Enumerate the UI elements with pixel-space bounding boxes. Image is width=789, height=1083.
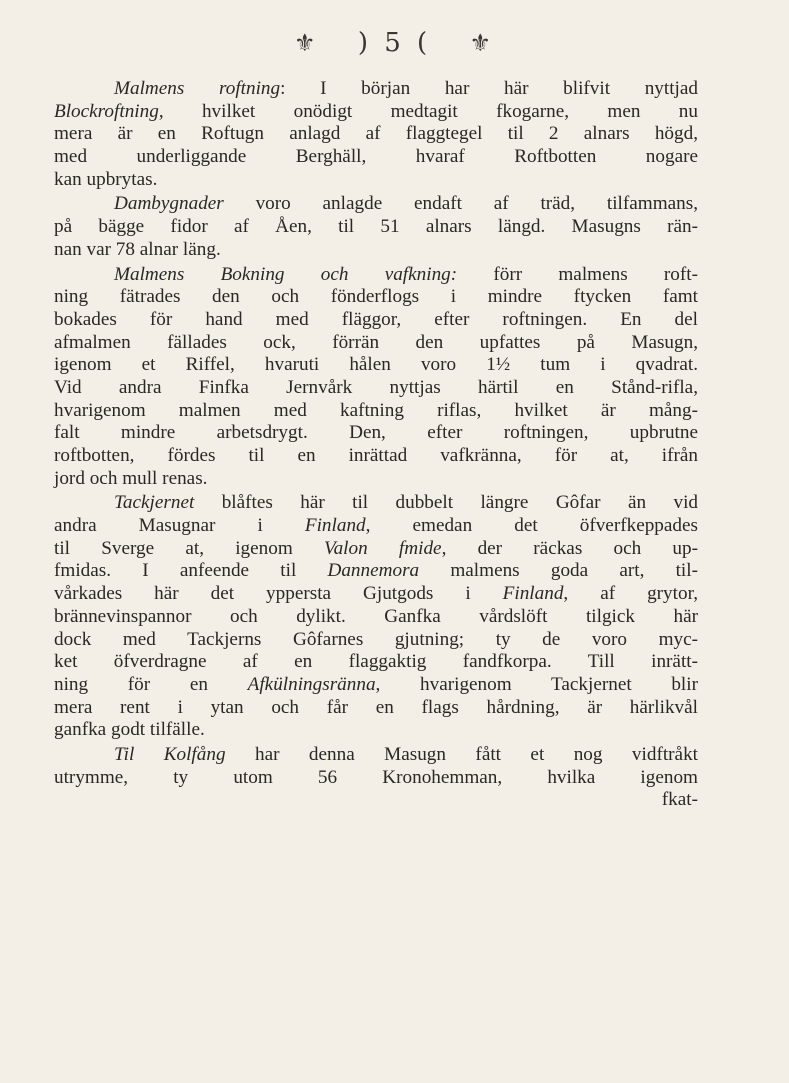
text-run: nan var 78 alnar läng.: [54, 238, 221, 260]
text-run: Vid andra Finfka Jernvårk nyttjas härtil en Stånd-rifla,: [54, 376, 698, 398]
italic-term: Dannemora: [327, 560, 420, 582]
text-run: har denna Masugn fått et nog vidftråkt: [225, 743, 699, 765]
text-line: [54, 515, 698, 538]
text-run: roftbotten, fördes til en inrättad vafkränna, för at, ifrån: [54, 445, 698, 466]
text-run: ganfka godt tilfälle.: [54, 719, 205, 741]
text-run: afmalmen fällades ock, förrän den upfattes på Masugn,: [54, 331, 698, 353]
text-run: ning för en: [54, 673, 248, 695]
text-line: [54, 560, 698, 583]
italic-term: Malmens roftning: [114, 78, 281, 99]
text-run: med underliggande Berghäll, hvaraf Roftbotten nogare: [54, 146, 698, 168]
text-run: fmidas. I anfeende til: [54, 560, 328, 582]
text-run: falt mindre arbetsdrygt. Den, efter roftningen, upbrutne: [54, 422, 698, 444]
text-run: förr malmens roft-: [457, 263, 698, 285]
text-run: , hvilket onödigt medtagit fkogarne, men nu: [158, 100, 698, 122]
right-fleuron-icon: ⚜: [469, 29, 495, 57]
text-run: mera rent i ytan och får en flags hårdning, är härlikvål: [54, 696, 698, 718]
text-line: [54, 264, 698, 287]
italic-term: Tackjernet: [114, 492, 195, 514]
text-line: [54, 146, 698, 169]
text-line: [54, 445, 698, 468]
text-run: , der räckas och up-: [441, 537, 699, 559]
text-run: ket öfverdragne af en flaggaktig fandfkorpa. Till inrätt-: [54, 651, 698, 673]
text-line: [54, 606, 698, 629]
text-line: [54, 651, 698, 674]
text-line: [54, 101, 698, 124]
text-line: [54, 216, 698, 239]
page-header: [0, 28, 789, 58]
text-run: vårkades här det yppersta Gjutgods i: [54, 583, 503, 605]
italic-term: Til Kolfång: [114, 743, 226, 765]
body-text: [54, 78, 698, 812]
text-line: [54, 354, 698, 377]
text-run: malmens goda art, til-: [419, 560, 698, 582]
text-line: [54, 583, 698, 606]
text-line: [54, 719, 698, 742]
text-run: ning fätrades den och fönderflogs i mindre ftycken famt: [54, 286, 698, 308]
text-line: [54, 468, 698, 491]
text-line: [54, 422, 698, 445]
text-run: bokades för hand med fläggor, efter roftningen. En del: [54, 308, 698, 330]
text-line: [54, 538, 698, 561]
text-line: [54, 239, 698, 262]
text-line: [54, 286, 698, 309]
text-line: [54, 629, 698, 652]
italic-term: Malmens Bokning och vafkning:: [114, 263, 458, 285]
text-line: [54, 744, 698, 767]
text-line: [54, 193, 698, 216]
text-line: [54, 767, 698, 790]
text-line: [54, 78, 698, 101]
text-run: : I början har här blifvit nyttjad: [280, 78, 698, 99]
italic-term: Dambygnader: [114, 193, 224, 215]
text-run: voro anlagde endaft af träd, tilfammans,: [223, 193, 698, 215]
text-run: , hvarigenom Tackjernet blir: [375, 673, 698, 695]
text-run: , emedan det öfverfkeppades: [365, 515, 698, 537]
text-line: [54, 492, 698, 515]
text-line: [54, 123, 698, 146]
text-run: fkat-: [661, 789, 698, 811]
text-line: [54, 169, 698, 192]
text-run: hvarigenom malmen med kaftning riflas, hvilket är mång-: [54, 399, 698, 421]
text-line: [54, 400, 698, 423]
italic-term: Finland: [502, 583, 564, 605]
italic-term: Valon fmide: [324, 537, 442, 559]
text-run: jord och mull renas.: [54, 467, 208, 489]
text-run: utrymme, ty utom 56 Kronohemman, hvilka igenom: [54, 766, 698, 788]
text-run: , af grytor,: [563, 583, 698, 605]
text-run: brännevinspannor och dylikt. Ganfka vårdslöft tilgick här: [54, 605, 698, 627]
left-fleuron-icon: ⚜: [294, 29, 320, 57]
text-run: til Sverge at, igenom: [54, 537, 324, 559]
text-run: andra Masugnar i: [54, 515, 305, 537]
text-line: [54, 377, 698, 400]
text-line: [54, 789, 698, 812]
text-run: på bägge fidor af Åen, til 51 alnars längd. Masugns rän-: [54, 216, 698, 238]
text-line: [54, 309, 698, 332]
italic-term: Blockroftning: [54, 100, 159, 122]
italic-term: Finland: [304, 515, 366, 537]
italic-term: Afkülningsränna: [247, 673, 376, 695]
text-run: dock med Tackjerns Gôfarnes gjutning; ty de voro myc-: [54, 628, 698, 650]
page-number: ) 5 (: [357, 28, 432, 58]
text-run: blåftes här til dubbelt längre Gôfar än vid: [194, 492, 698, 514]
text-line: [54, 674, 698, 697]
text-run: mera är en Roftugn anlagd af flaggtegel til 2 alnars högd,: [54, 123, 698, 145]
text-line: [54, 697, 698, 720]
text-run: kan upbrytas.: [54, 168, 158, 190]
text-line: [54, 332, 698, 355]
text-run: igenom et Riffel, hvaruti hålen voro 1½ tum i qvadrat.: [54, 354, 698, 376]
